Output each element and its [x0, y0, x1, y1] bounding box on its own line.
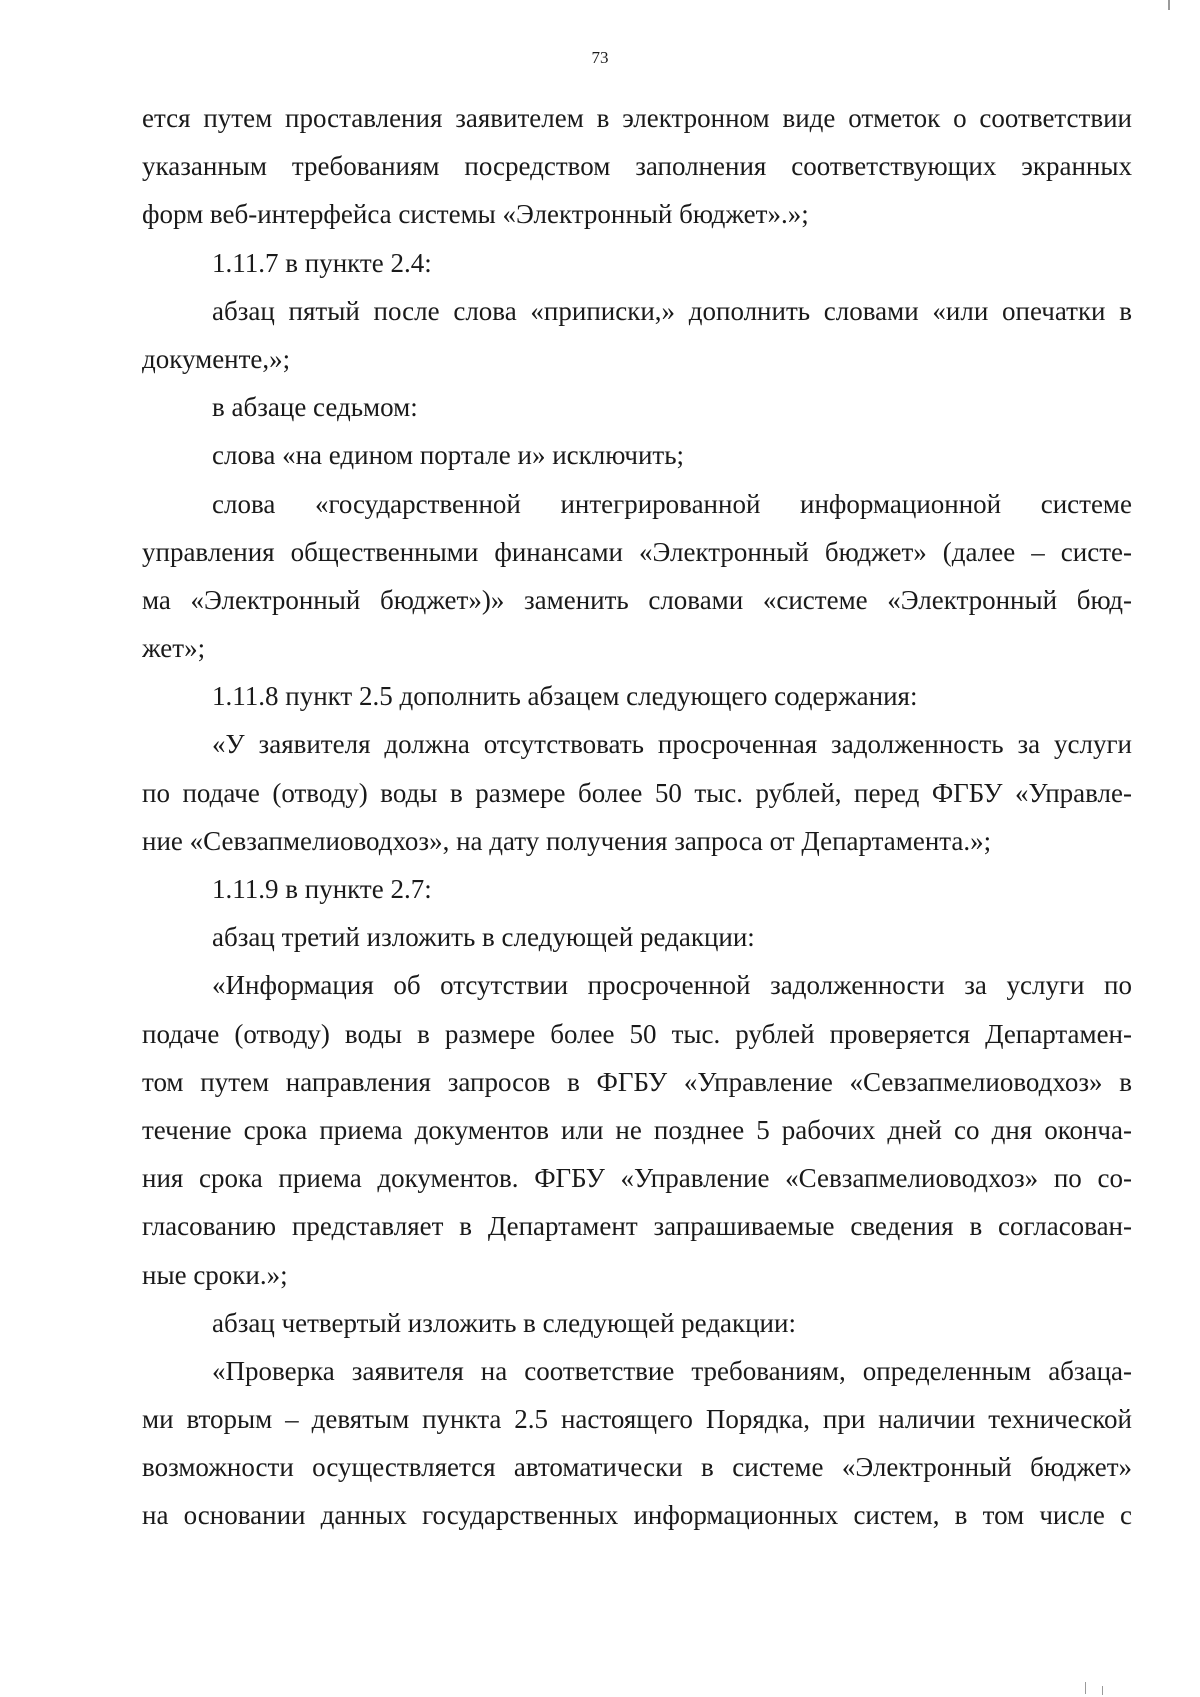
page-number: 73 — [591, 48, 609, 67]
text-line: возможности осуществляется автоматически в системе «Электронный бюджет» — [142, 1452, 1132, 1483]
text-line: слова «на едином портале и» исключить; — [212, 440, 685, 471]
text-line: слова «государственной интегрированной информационной системе — [212, 488, 1132, 519]
text-line: документе,»; — [142, 343, 291, 374]
text-line: течение срока приема документов или не позднее 5 рабочих дней со дня оконча- — [142, 1114, 1132, 1145]
text-line: подаче (отводу) воды в размере более 50 тыс. рублей проверяется Департамен- — [142, 1018, 1132, 1049]
text-line: «Проверка заявителя на соответствие требованиям, определенным абзаца- — [212, 1355, 1132, 1386]
text-line: 1.11.9 в пункте 2.7: — [212, 874, 432, 904]
text-line: управления общественными финансами «Электронный бюджет» (далее – систе- — [142, 536, 1132, 567]
scan-artifact-bottom-right — [1085, 1682, 1086, 1694]
text-line: ние «Севзапмелиоводхоз», на дату получения запроса от Департамента.»; — [142, 825, 992, 856]
text-line: ми вторым – девятым пункта 2.5 настоящего Порядка, при наличии технической — [142, 1404, 1132, 1435]
text-line: 1.11.8 пункт 2.5 дополнить абзацем следующего содержания: — [212, 681, 918, 712]
text-line: по подаче (отводу) воды в размере более 50 тыс. рублей, перед ФГБУ «Управле- — [142, 777, 1132, 808]
text-line: на основании данных государственных информационных систем, в том числе с — [142, 1500, 1132, 1531]
text-line: гласованию представляет в Департамент запрашиваемые сведения в согласован- — [142, 1211, 1132, 1242]
text-line: ется путем проставления заявителем в электронном виде отметок о соответствии — [142, 103, 1132, 133]
text-line: ния срока приема документов. ФГБУ «Управление «Севзапмелиоводхоз» по со- — [142, 1163, 1132, 1194]
text-line: «У заявителя должна отсутствовать просроченная задолженность за услуги — [212, 729, 1132, 760]
text-line: 1.11.7 в пункте 2.4: — [212, 247, 432, 278]
text-line: указанным требованиям посредством заполнения соответствующих экранных — [142, 151, 1132, 182]
text-line: жет»; — [142, 633, 206, 664]
text-line: «Информация об отсутствии просроченной задолженности за услуги по — [212, 970, 1132, 1001]
scan-artifact-top-right — [1168, 0, 1170, 10]
document-body — [142, 94, 1132, 1540]
text-line: абзац третий изложить в следующей редакции: — [212, 922, 755, 953]
text-line: в абзаце седьмом: — [212, 392, 418, 423]
text-line: форм веб-интерфейса системы «Электронный бюджет».»; — [142, 199, 809, 230]
text-line: том путем направления запросов в ФГБУ «Управление «Севзапмелиоводхоз» в — [142, 1066, 1132, 1097]
scan-artifact-bottom-right-2 — [1102, 1686, 1103, 1695]
text-line: абзац четвертый изложить в следующей редакции: — [212, 1307, 796, 1338]
text-line: ма «Электронный бюджет»)» заменить словами «системе «Электронный бюд- — [142, 584, 1132, 615]
text-line: абзац пятый после слова «приписки,» дополнить словами «или опечатки в — [212, 295, 1132, 326]
text-line: ные сроки.»; — [142, 1259, 288, 1290]
